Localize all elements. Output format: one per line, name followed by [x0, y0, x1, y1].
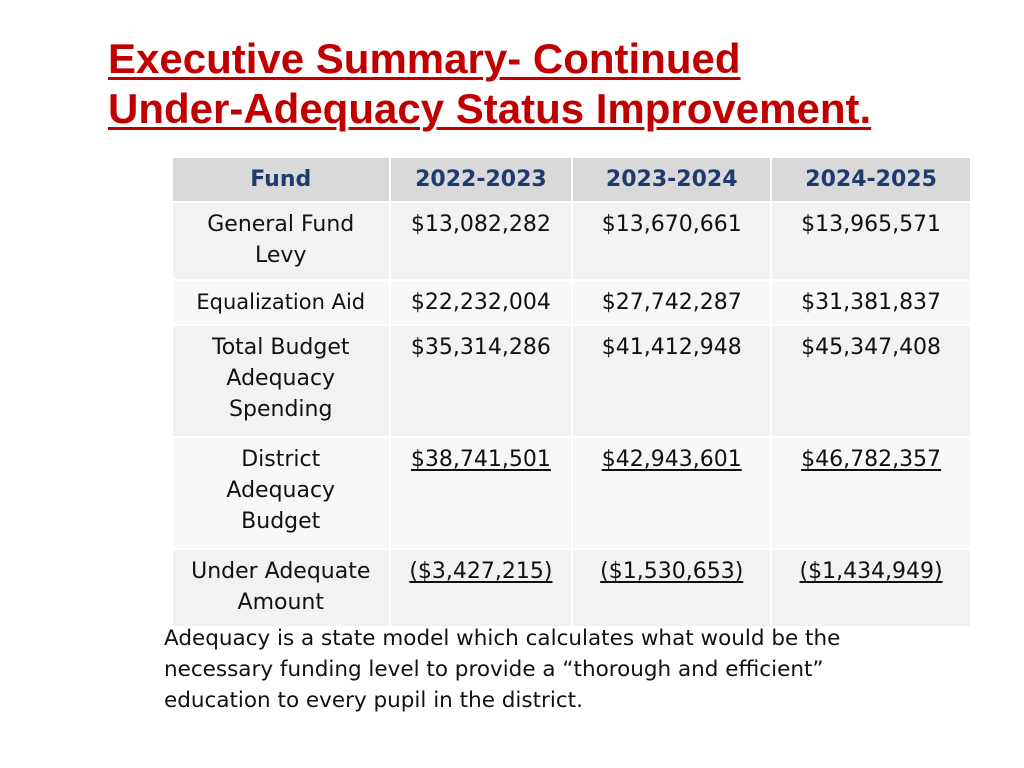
- header-2022-2023: 2022-2023: [390, 157, 573, 202]
- table-row: [172, 202, 971, 280]
- table-row: [172, 549, 971, 627]
- table-cell: [572, 549, 771, 627]
- table-cell: $31,381,837: [771, 280, 971, 325]
- title-line-2: Under-Adequacy Status Improvement.: [108, 85, 872, 132]
- row-label: [172, 202, 390, 280]
- table-row: [172, 437, 971, 549]
- table-cell: $13,082,282: [390, 202, 573, 280]
- cell-value: ($1,434,949): [799, 559, 943, 584]
- adequacy-note: Adequacy is a state model which calculates what would be the necessary funding level to provide a “thorough and efficient” education to every pupil in the district.: [164, 626, 841, 713]
- table-cell: [771, 549, 971, 627]
- row-label-text: Total Budget Adequacy Spending: [212, 335, 350, 422]
- table-cell: [771, 437, 971, 549]
- cell-value: ($1,530,653): [600, 559, 744, 584]
- table-row: [172, 325, 971, 437]
- table-cell: $27,742,287: [572, 280, 771, 325]
- table-cell: $13,670,661: [572, 202, 771, 280]
- cell-value: $46,782,357: [801, 447, 942, 472]
- table-row: [172, 280, 971, 325]
- title-line-1: Executive Summary- Continued: [108, 35, 741, 82]
- header-2024-2025: 2024-2025: [771, 157, 971, 202]
- table-cell: $22,232,004: [390, 280, 573, 325]
- cell-value: ($3,427,215): [409, 559, 553, 584]
- cell-value: $42,943,601: [601, 447, 742, 472]
- table-cell: $13,965,571: [771, 202, 971, 280]
- header-fund: Fund: [172, 157, 390, 202]
- table-cell: $35,314,286: [390, 325, 573, 437]
- row-label-text: District Adequacy Budget: [226, 447, 336, 534]
- adequacy-table: [171, 156, 972, 628]
- cell-value: $38,741,501: [410, 447, 551, 472]
- table-header-row: [172, 157, 971, 202]
- row-label-text: Under Adequate Amount: [191, 559, 371, 615]
- slide-title: [108, 34, 988, 134]
- row-label: [172, 280, 390, 325]
- table-cell: [390, 549, 573, 627]
- table-cell: [572, 437, 771, 549]
- row-label: [172, 437, 390, 549]
- header-2023-2024: 2023-2024: [572, 157, 771, 202]
- table-cell: [390, 437, 573, 549]
- row-label: [172, 325, 390, 437]
- row-label-text: General Fund Levy: [207, 212, 355, 268]
- row-label-text: Equalization Aid: [196, 290, 366, 314]
- table-cell: $45,347,408: [771, 325, 971, 437]
- table-cell: $41,412,948: [572, 325, 771, 437]
- row-label: [172, 549, 390, 627]
